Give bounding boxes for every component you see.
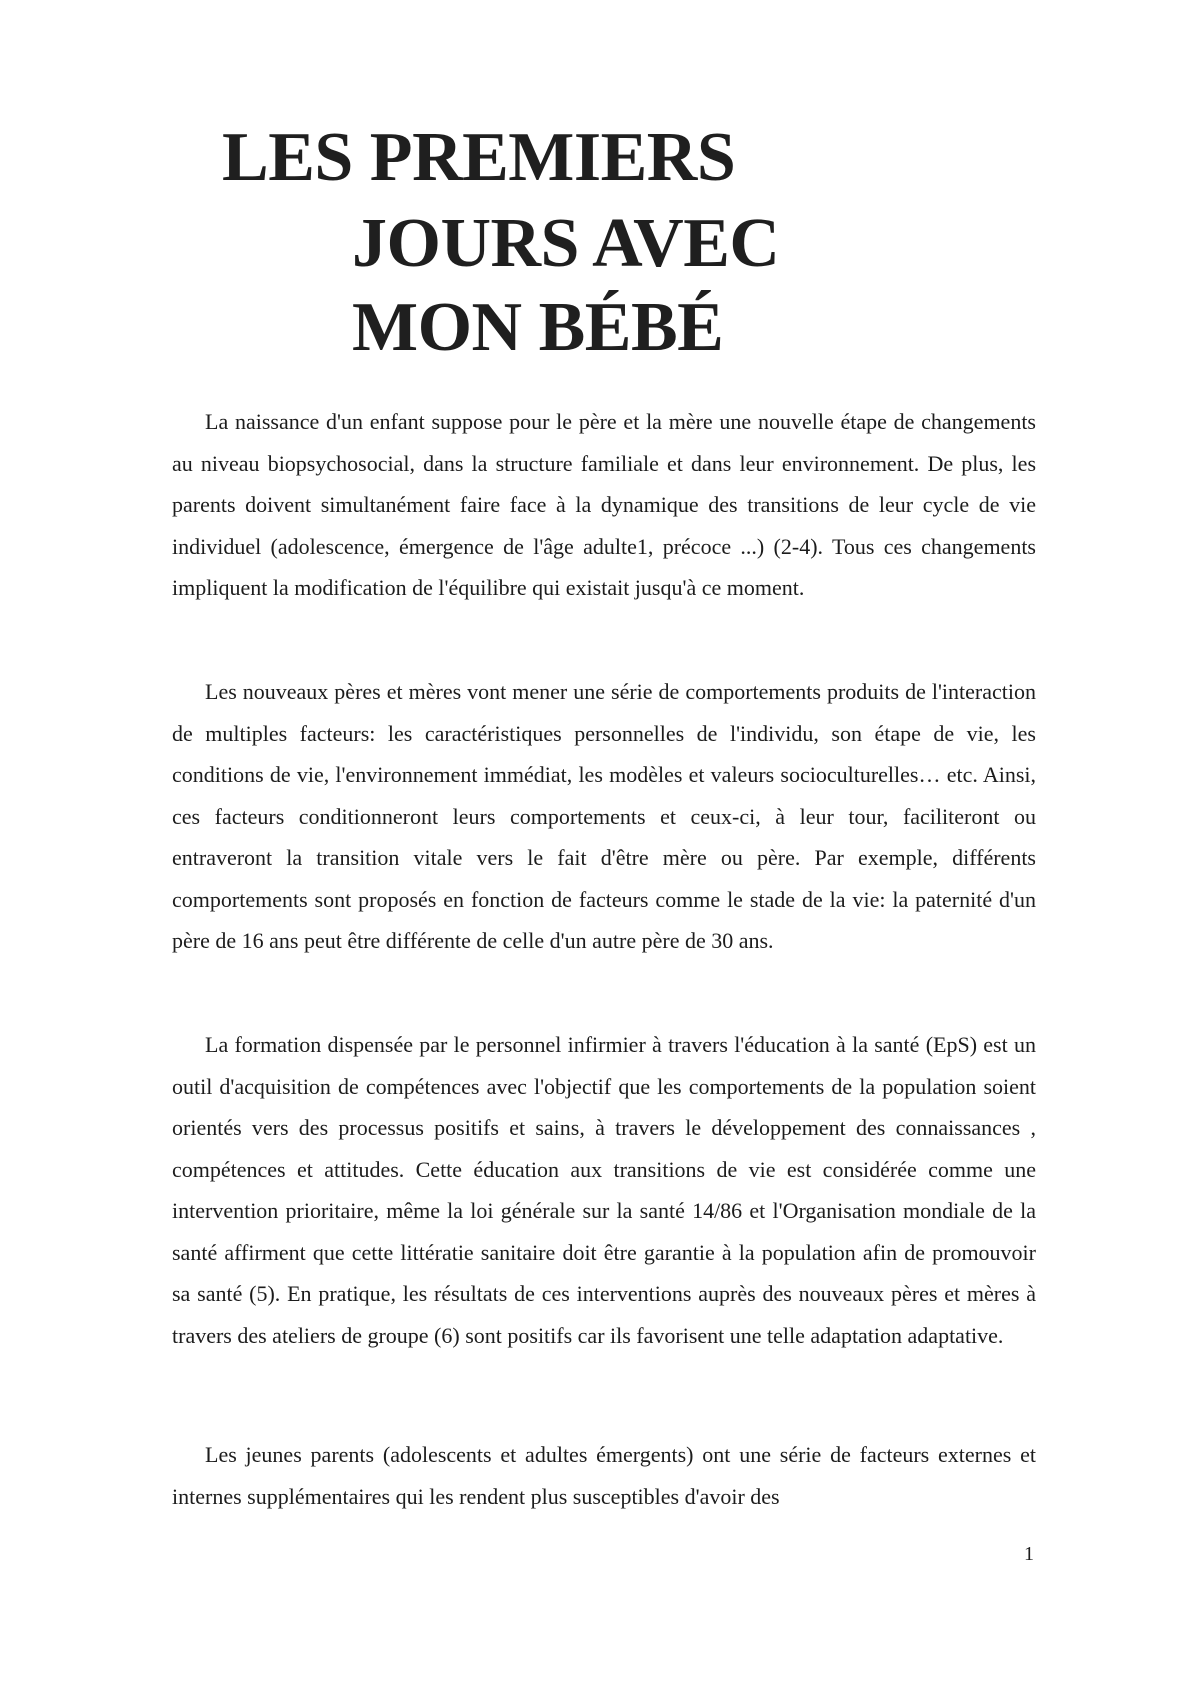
paragraph-2: Les nouveaux pères et mères vont mener une série de comportements produits de l'interaction de multiples facteurs: les caractéristiques personnelles de l'individu, son étape de vie, les conditions de vie, l'environnement immédiat, les modèles et valeurs socioculturelles… etc. Ainsi, ces facteurs conditionneront leurs comportements et ceux-ci, à leur tour, faciliteront ou entraveront la transition vitale vers le fait d'être mère ou père. Par exemple, différents comportements sont proposés en fonction de facteurs comme le stade de la vie: la paternité d'un père de 16 ans peut être différente de celle d'un autre père de 30 ans.	[172, 679, 1036, 953]
page-number: 1	[1024, 1543, 1034, 1565]
title-line-2: JOURS AVEC	[352, 205, 780, 282]
title-line-1: LES PREMIERS	[222, 119, 736, 196]
paragraph-4: Les jeunes parents (adolescents et adultes émergents) ont une série de facteurs externes et internes supplémentaires qui les rendent plus susceptibles d'avoir des	[172, 1442, 1036, 1509]
paragraph-3: La formation dispensée par le personnel infirmier à travers l'éducation à la santé (EpS) est un outil d'acquisition de compétences avec l'objectif que les comportements de la population soient orientés vers des processus positifs et sains, à travers le développement des connaissances , compétences et attitudes. Cette éducation aux transitions de vie est considérée comme une intervention prioritaire, même la loi générale sur la santé 14/86 et l'Organisation mondiale de la santé affirment que cette littératie sanitaire doit être garantie à la population afin de promouvoir sa santé (5). En pratique, les résultats de ces interventions auprès des nouveaux pères et mères à travers des ateliers de groupe (6) sont positifs car ils favorisent une telle adaptation adaptative.	[172, 1032, 1036, 1348]
paragraph-1: La naissance d'un enfant suppose pour le père et la mère une nouvelle étape de changements au niveau biopsychosocial, dans la structure familiale et dans leur environnement. De plus, les parents doivent simultanément faire face à la dynamique des transitions de leur cycle de vie individuel (adolescence, émergence de l'âge adulte1, précoce ...) (2-4). Tous ces changements impliquent la modification de l'équilibre qui existait jusqu'à ce moment.	[172, 409, 1036, 600]
title-line-3: MON BÉBÉ	[352, 289, 724, 366]
